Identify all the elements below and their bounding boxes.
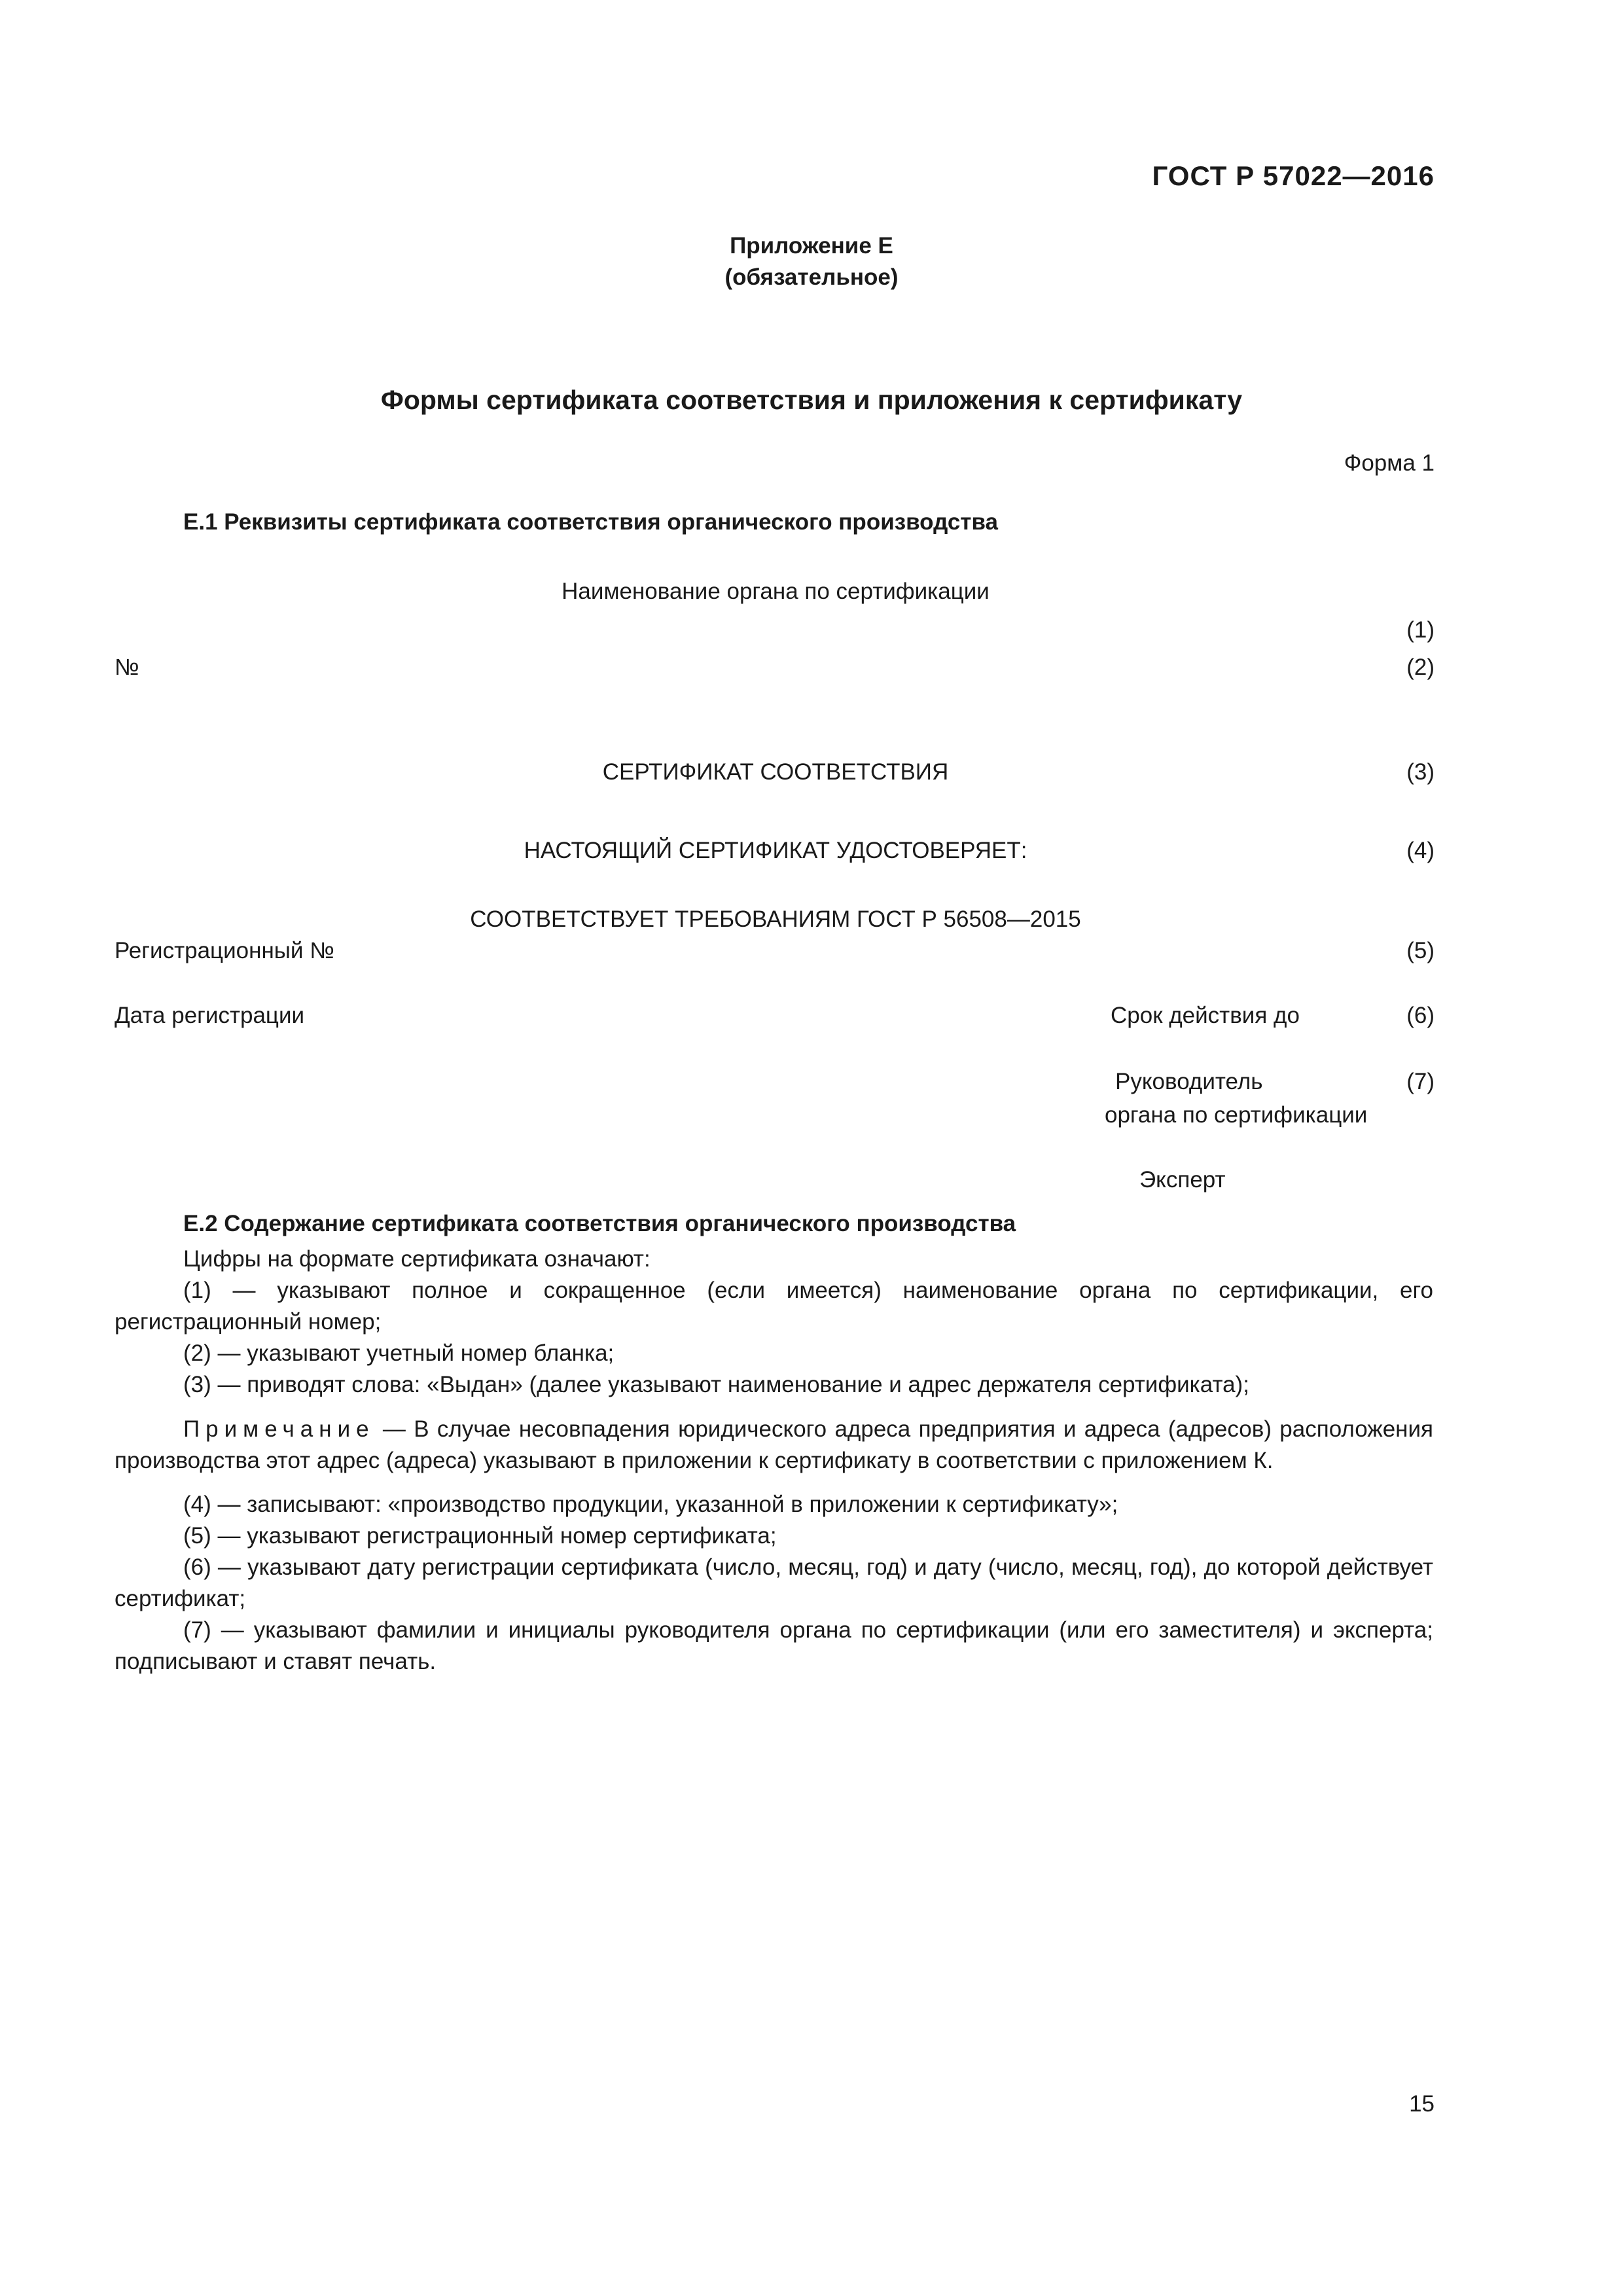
number-sign: № [115, 655, 139, 680]
note-block [115, 1414, 1433, 1477]
page-number: 15 [1409, 2091, 1435, 2117]
e2-intro: Цифры на формате сертификата означают: [183, 1246, 651, 1272]
note-text: — В случае несовпадения юридического адреса предприятия и адреса (адресов) расположения производства этот адрес (адреса) указывают в приложении к сертификату в соответствии с приложением К. [115, 1416, 1433, 1473]
marker-2: (2) [1406, 655, 1435, 680]
head-label-line1: Руководитель [1115, 1069, 1263, 1094]
marker-3: (3) [1406, 759, 1435, 785]
e2-item-3: (3) — приводят слова: «Выдан» (далее указывают наименование и адрес держателя сертификата); [183, 1372, 1249, 1397]
note-label: Примечание [183, 1416, 375, 1442]
e2-item-1: (1) — указывают полное и сокращенное (если имеется) наименование органа по сертификации, его регистрационный номер; [115, 1278, 1433, 1335]
complies-line: СООТВЕТСТВУЕТ ТРЕБОВАНИЯМ ГОСТ Р 56508—2015 [470, 906, 1081, 932]
e2-list-continued [115, 1489, 1433, 1677]
section-e1-heading: Е.1 Реквизиты сертификата соответствия органического производства [183, 509, 998, 535]
annex-title: Приложение Е [730, 233, 893, 259]
certifies-line: НАСТОЯЩИЙ СЕРТИФИКАТ УДОСТОВЕРЯЕТ: [524, 838, 1027, 863]
main-title: Формы сертификата соответствия и приложения к сертификату [380, 385, 1243, 415]
valid-until-label: Срок действия до [1111, 1003, 1300, 1028]
marker-7: (7) [1406, 1069, 1435, 1094]
annex-status: (обязательное) [724, 264, 899, 290]
e2-item-4: (4) — записывают: «производство продукции, указанной в приложении к сертификату»; [183, 1492, 1118, 1517]
marker-5: (5) [1406, 938, 1435, 963]
marker-4: (4) [1406, 838, 1435, 863]
registration-date-label: Дата регистрации [115, 1003, 305, 1028]
marker-1: (1) [1406, 617, 1435, 643]
e2-list [115, 1244, 1433, 1401]
certification-body-name: Наименование органа по сертификации [562, 579, 990, 604]
registration-number-label: Регистрационный № [115, 938, 334, 963]
note-paragraph [115, 1414, 1433, 1477]
document-code: ГОСТ Р 57022—2016 [1152, 160, 1435, 191]
expert-label: Эксперт [1139, 1167, 1226, 1193]
head-label-line2: органа по сертификации [1105, 1102, 1368, 1128]
form-label: Форма 1 [1344, 450, 1435, 476]
e2-item-2: (2) — указывают учетный номер бланка; [183, 1340, 615, 1366]
e2-item-6: (6) — указывают дату регистрации сертификата (число, месяц, год) и дату (число, месяц, год), до которой действует сертификат; [115, 1554, 1433, 1611]
section-e2-heading: Е.2 Содержание сертификата соответствия органического производства [183, 1211, 1016, 1236]
e2-item-7: (7) — указывают фамилии и инициалы руководителя органа по сертификации (или его заместителя) и эксперта; подписывают и ставят печать. [115, 1617, 1433, 1674]
certificate-title: СЕРТИФИКАТ СООТВЕТСТВИЯ [602, 759, 949, 785]
e2-item-5: (5) — указывают регистрационный номер сертификата; [183, 1523, 777, 1549]
marker-6: (6) [1406, 1003, 1435, 1028]
